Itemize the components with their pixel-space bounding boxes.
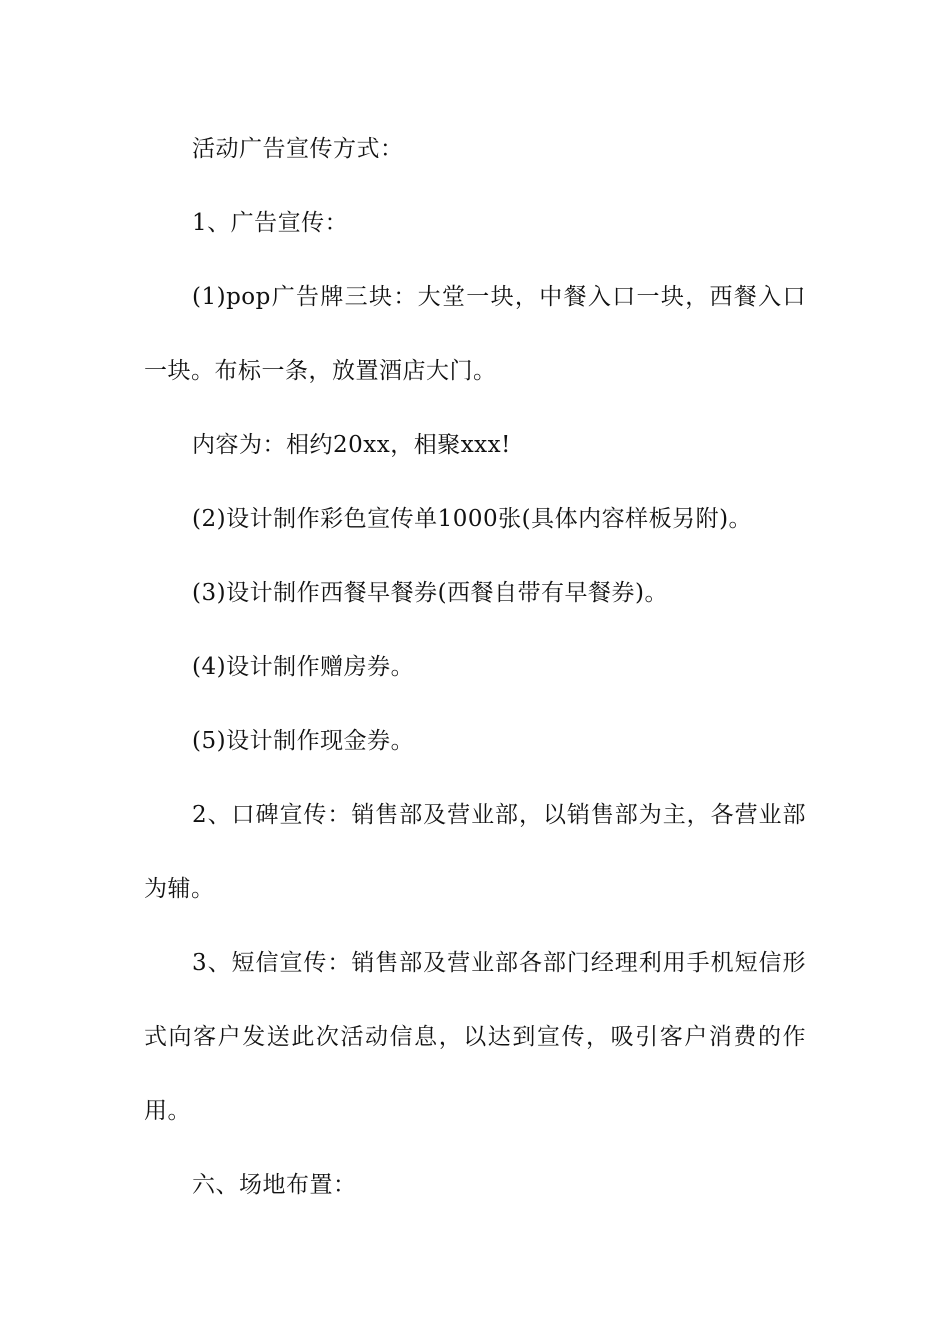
item-sms-promotion: 3、短信宣传：销售部及营业部各部门经理利用手机短信形式向客户发送此次活动信息，以达到宣传，吸引客户消费的作用。: [144, 950, 806, 1124]
sub-item-flyers: (2)设计制作彩色宣传单1000张(具体内容样板另附)。: [192, 506, 753, 532]
paragraph-content: 内容为：相约20xx，相聚xxx!: [192, 432, 511, 458]
section-heading-venue-setup: 六、场地布置：: [192, 1172, 357, 1198]
item-ad-promotion: 1、广告宣传：: [192, 210, 349, 236]
sub-item-breakfast-vouchers: (3)设计制作西餐早餐券(西餐自带有早餐券)。: [192, 580, 669, 606]
sub-item-room-vouchers: (4)设计制作赠房券。: [192, 654, 415, 680]
section-heading-ad-methods: 活动广告宣传方式：: [192, 136, 404, 162]
sub-item-cash-vouchers: (5)设计制作现金券。: [192, 728, 415, 754]
item-word-of-mouth: 2、口碑宣传：销售部及营业部，以销售部为主，各营业部为辅。: [144, 802, 806, 902]
sub-item-pop-signs: (1)pop广告牌三块：大堂一块，中餐入口一块，西餐入口一块。布标一条，放置酒店大门。: [144, 284, 806, 384]
document-body: [144, 112, 806, 1222]
